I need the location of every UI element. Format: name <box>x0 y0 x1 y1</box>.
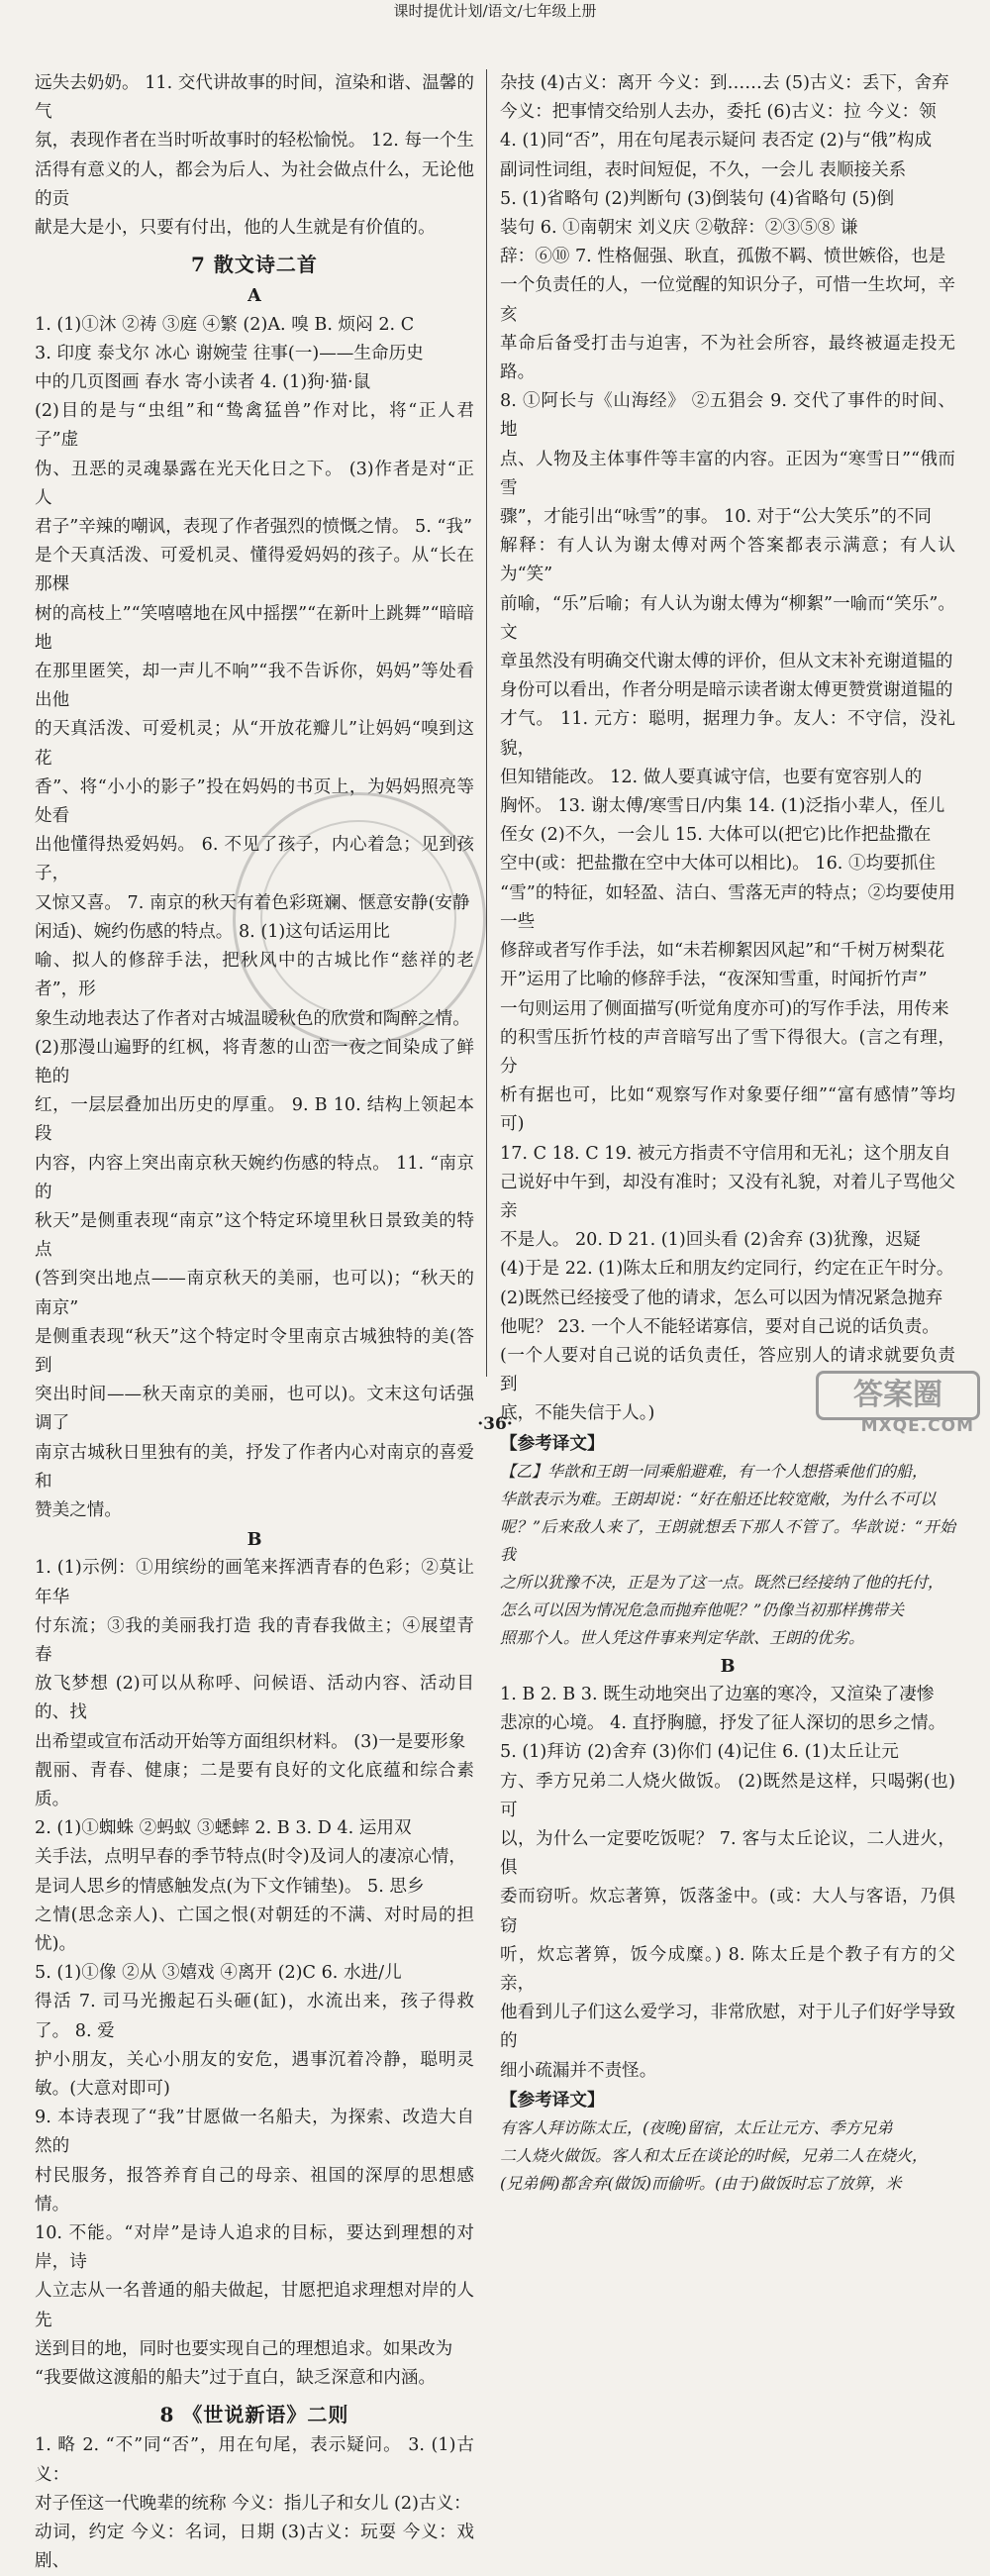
text-line: 出希望或宣布活动开始等方面组织材料。 (3)一是要形象 <box>35 1731 466 1752</box>
text-line: 献是大是小，只要有付出，他的人生就是有价值的。 <box>35 218 436 239</box>
left-column <box>35 69 474 2576</box>
text-line: 二人烧火做饭。客人和太丘在谈论的时候，兄弟二人在烧火， <box>500 2146 929 2165</box>
text-line: 胸怀。 13. 谢太傅/寒雪日/内集 14. (1)泛指小辈人，侄儿 <box>500 796 945 817</box>
text-line: 华歆表示为难。王朗却说：“好在船还比较宽敞，为什么不可以 <box>500 1489 937 1508</box>
text-line: 之情(思念亲人)、亡国之恨(对朝廷的不满、对时局的担忧)。 <box>35 1905 474 1954</box>
text-line: 是侧重表现“秋天”这个特定时令里南京古城独特的美(答到 <box>35 1326 474 1376</box>
reference-translation-heading-2: 【参考译文】 <box>500 2089 605 2111</box>
text-line: 修辞或者写作手法，如“未若柳絮因风起”和“千树万树梨花 <box>500 941 945 962</box>
text-line: 今义：把事情交给别人去办，委托 (6)古义：拉 今义：领 <box>500 102 937 123</box>
text-line: 装句 6. ①南朝宋 刘义庆 ②敬辞：②③⑤⑧ 谦 <box>500 218 858 239</box>
text-line: 中的几页图画 春水 寄小读者 4. (1)狗·猫·鼠 <box>35 372 371 393</box>
text-line: 1. 略 2. “不”同“否”，用在句尾，表示疑问。 3. (1)古义： <box>35 2435 474 2485</box>
text-line: 一个负责任的人，一位觉醒的知识分子，可惜一生坎坷，辛亥 <box>500 275 955 325</box>
text-line: 是个天真活泼、可爱机灵、懂得爱妈妈的孩子。从“长在那棵 <box>35 546 474 595</box>
text-line: 秋天”是侧重表现“南京”这个特定环境里秋日景致美的特点 <box>35 1210 474 1261</box>
text-line: 送到目的地，同时也要实现自己的理想追求。如果改为 <box>35 2338 453 2359</box>
text-line: 空中(或：把盐撒在空中大体可以相比)。 16. ①均要抓住 <box>500 854 936 875</box>
logo-text: 答案圈 <box>816 1371 980 1420</box>
text-line: 照那个人。世人凭这件事来判定华歆、王朗的优劣。 <box>500 1627 865 1647</box>
text-line: 4. (1)同“否”，用在句尾表示疑问 表否定 (2)与“俄”构成 <box>500 131 933 152</box>
section-7-subheading-a: A <box>248 285 261 307</box>
page-number: ·36· <box>477 1414 513 1434</box>
text-line: (一个人要对自己说的话负责任，答应别人的请求就要负责到 <box>500 1345 955 1395</box>
text-line: 革命后备受打击与迫害，不为社会所容，最终被逼走投无路。 <box>500 333 955 383</box>
text-line: 细小疏漏并不责怪。 <box>500 2060 657 2081</box>
text-line: 呢？”后来敌人来了，王朗就想丢下那人不管了。华歆说：“开始我 <box>500 1516 955 1564</box>
text-line: 村民服务，报答养育自己的母亲、祖国的深厚的思想感情。 <box>35 2165 474 2215</box>
text-line: 1. B 2. B 3. 既生动地突出了边塞的寒冷，又渲染了凄惨 <box>500 1684 935 1704</box>
text-line: (答到突出地点——南京秋天的美丽，也可以)；“秋天的南京” <box>35 1269 474 1318</box>
section-7-b-answers <box>35 1554 474 2393</box>
text-line: 放飞梦想 (2)可以从称呼、问候语、活动内容、活动目的、找 <box>35 1674 474 1723</box>
text-line: 他看到儿子们这么爱学习，非常欣慰，对于儿子们好学导致的 <box>500 2003 955 2052</box>
text-line: 杂技 (4)古义：离开 今义：到……去 (5)古义：丢下，舍弃 <box>500 73 949 93</box>
text-line: “我要做这渡船的船夫”过于直白，缺乏深意和内涵。 <box>35 2368 437 2389</box>
text-line: 是词人思乡的情感触发点(为下文作铺垫)。 5. 思乡 <box>35 1876 425 1897</box>
text-line: 辞：⑥⑩ 7. 性格倔强、耿直，孤傲不羁、愤世嫉俗，也是 <box>500 247 946 267</box>
text-line: 开”运用了比喻的修辞手法，“夜深知雪重，时闻折竹声” <box>500 970 928 990</box>
text-line: 出他懂得热爱妈妈。 6. 不见了孩子，内心着急；见到孩子， <box>35 835 474 884</box>
text-line: (2)既然已经接受了他的请求，怎么可以因为情况紧急抛弃 <box>500 1288 943 1308</box>
text-line: 3. 印度 泰戈尔 冰心 谢婉莹 往事(一)——生命历史 <box>35 343 424 363</box>
text-line: 方、季方兄弟二人烧火做饭。 (2)既然是这样，只喝粥(也)可 <box>500 1771 955 1820</box>
text-line: 有客人拜访陈太丘，(夜晚)留宿，太丘让元方、季方兄弟 <box>500 2118 893 2137</box>
section-7-subheading-b: B <box>247 1529 262 1551</box>
column-divider <box>486 69 487 1377</box>
section-8-answers-continued <box>500 69 955 1429</box>
text-line: 活得有意义的人，都会为后人、为社会做点什么，无论他的贡 <box>35 159 474 209</box>
text-line: 人立志从一名普通的船夫做起，甘愿把追求理想对岸的人先 <box>35 2281 474 2330</box>
text-line: 南京古城秋日里独有的美，抒发了作者内心对南京的喜爱和 <box>35 1442 474 1492</box>
text-line: 侄女 (2)不久，一会儿 15. 大体可以(把它)比作把盐撒在 <box>500 825 932 846</box>
watermark-logo <box>807 1371 980 1440</box>
text-line: (2)目的是与“虫组”和“鸷禽猛兽”作对比，将“正人君子”虚 <box>35 401 474 451</box>
text-line: 己说好中午到，却没有准时；又没有礼貌，对着儿子骂他父亲 <box>500 1172 955 1221</box>
text-line: 副词性词组，表时间短促，不久，一会儿 表顺接关系 <box>500 159 907 180</box>
text-line: 不是人。 20. D 21. (1)回头看 (2)舍弃 (3)犹豫，迟疑 <box>500 1230 921 1251</box>
text-line: (兄弟俩)都舍弃(做饭)而偷听。(由于)做饭时忘了放箅，米 <box>500 2174 902 2193</box>
text-line: 底，不能失信于人。) <box>500 1403 655 1424</box>
text-line: 突出时间——秋天南京的美丽，也可以)。文末这句话强调了 <box>35 1385 474 1434</box>
text-line: 前喻，“乐”后喻；有人认为谢太傅为“柳絮”一喻而“笑乐”。文 <box>500 593 955 643</box>
text-line: 君子”辛辣的嘲讽，表现了作者强烈的愤慨之情。 5. “我” <box>35 517 473 538</box>
text-line: 付东流；③我的美丽我打造 我的青春我做主；④展望青春 <box>35 1615 474 1665</box>
text-line: 10. 不能。“对岸”是诗人追求的目标，要达到理想的对岸，诗 <box>35 2223 474 2273</box>
text-line: 5. (1)拜访 (2)舍弃 (3)你们 (4)记住 6. (1)太丘让元 <box>500 1742 899 1763</box>
section-8-b-answers <box>500 1681 955 2086</box>
text-line: 的积雪压折竹枝的声音暗写出了雪下得很大。(言之有理，分 <box>500 1027 955 1077</box>
text-line: 他呢？ 23. 一个人不能轻诺寡信，要对自己说的话负责。 <box>500 1316 940 1337</box>
text-line: 树的高枝上”“笑嘻嘻地在风中摇摆”“在新叶上跳舞”“暗暗地 <box>35 603 474 653</box>
section-8-title: 8 《世说新语》二则 <box>159 2403 349 2427</box>
text-line: 5. (1)①像 ②从 ③嬉戏 ④离开 (2)C 6. 水进/儿 <box>35 1963 402 1984</box>
text-line: 一句则运用了侧面描写(听觉角度亦可)的写作手法，用传来 <box>500 998 949 1019</box>
text-line: 伪、丑恶的灵魂暴露在光天化日之下。 (3)作者是对“正人 <box>35 459 474 508</box>
reference-translation-2 <box>500 2114 955 2198</box>
text-line: 闲适)、婉约伤感的特点。 8. (1)这句话运用比 <box>35 921 390 942</box>
text-line: 怎么可以因为情况危急而抛弃他呢？”仍像当初那样携带关 <box>500 1599 905 1619</box>
text-line: 以，为什么一定要吃饭呢？ 7. 客与太丘论议，二人进火，俱 <box>500 1828 955 1879</box>
text-line: 香”、将“小小的影子”投在妈妈的书页上，为妈妈照亮等处看 <box>35 776 474 827</box>
text-line: 之所以犹豫不决，正是为了这一点。既然已经接纳了他的托付， <box>500 1572 944 1592</box>
text-line: 听，炊忘著箅，饭今成糜。) 8. 陈太丘是个教子有方的父亲， <box>500 1944 955 1994</box>
text-line: (2)那漫山遍野的红枫，将青葱的山峦一夜之间染成了鲜艳的 <box>35 1037 474 1086</box>
text-line: 远失去奶奶。 11. 交代讲故事的时间，渲染和谐、温馨的气 <box>35 73 474 123</box>
text-line: 靓丽、青春、健康；二是要有良好的文化底蕴和综合素质。 <box>35 1760 474 1809</box>
text-line: 【乙】华歆和王朗一同乘船避难，有一个人想搭乘他们的船， <box>500 1461 929 1481</box>
text-line: 8. ①阿长与《山海经》 ②五猖会 9. 交代了事件的时间、地 <box>500 391 955 441</box>
text-line: 象生动地表达了作者对古城温暖秋色的欣赏和陶醉之情。 <box>35 1008 470 1029</box>
text-line: 对子侄这一代晚辈的统称 今义：指儿子和女儿 (2)古义： <box>35 2493 471 2514</box>
text-line: 但知错能改。 12. 做人要真诚守信，也要有宽容别人的 <box>500 767 923 787</box>
right-column <box>500 69 955 2198</box>
text-line: 析有据也可，比如“观察写作对象要仔细”“富有感情”等均可) <box>500 1085 955 1135</box>
text-line: “雪”的特征，如轻盈、洁白、雪落无声的特点；②均要使用一些 <box>500 882 955 932</box>
text-line: 1. (1)示例：①用缤纷的画笔来挥洒青春的色彩；②莫让年华 <box>35 1558 474 1607</box>
text-line: 悲凉的心境。 4. 直抒胸臆，抒发了征人深切的思乡之情。 <box>500 1713 946 1734</box>
text-line: 9. 本诗表现了“我”甘愿做一名船夫，为探索、改造大自然的 <box>35 2108 474 2157</box>
reference-translation-heading-1: 【参考译文】 <box>500 1432 605 1454</box>
text-line: 又惊又喜。 7. 南京的秋天有着色彩斑斓、惬意安静(安静 <box>35 892 470 913</box>
text-line: 氛，表现作者在当时听故事时的轻松愉悦。 12. 每一个生 <box>35 131 474 152</box>
section-7-title: 7 散文诗二首 <box>191 253 318 277</box>
text-line: 红，一层层叠加出历史的厚重。 9. B 10. 结构上领起本段 <box>35 1095 474 1145</box>
text-line: 5. (1)省略句 (2)判断句 (3)倒装句 (4)省略句 (5)倒 <box>500 188 895 209</box>
text-line: 关手法，点明早春的季节特点(时令)及词人的凄凉心情， <box>35 1847 466 1868</box>
text-line: 动词，约定 今义：名词，日期 (3)古义：玩耍 今义：戏剧、 <box>35 2523 474 2572</box>
text-line: 护小朋友，关心小朋友的安危，遇事沉着冷静，聪明灵敏。(大意对即可) <box>35 2049 474 2100</box>
text-line: 的天真活泼、可爱机灵；从“开放花瓣儿”让妈妈“嗅到这花 <box>35 719 474 769</box>
text-line: 1. (1)①沐 ②祷 ③庭 ④繁 (2)A. 嗅 B. 烦闷 2. C <box>35 314 415 335</box>
text-line: 才气。 11. 元方：聪明，据理力争。友人：不守信，没礼貌， <box>500 709 955 759</box>
text-line: 骤”，才能引出“咏雪”的事。 10. 对于“公大笑乐”的不同 <box>500 507 933 528</box>
logo-url: MXQE.COM <box>860 1416 974 1436</box>
section-8-subheading-b: B <box>720 1655 736 1677</box>
text-line: 17. C 18. C 19. 被元方指责不守信用和无礼；这个朋友自 <box>500 1143 951 1164</box>
text-line: 身份可以看出，作者分明是暗示读者谢太傅更赞赏谢道韫的 <box>500 680 953 701</box>
intro-paragraph <box>35 69 474 243</box>
text-line: 得活 7. 司马光搬起石头砸(缸)，水流出来，孩子得救了。 8. 爱 <box>35 1992 474 2041</box>
stamp-seal <box>233 792 486 1046</box>
reference-translation-1 <box>500 1458 955 1652</box>
text-line: 解释：有人认为谢太傅对两个答案都表示满意；有人认为“笑” <box>500 536 955 585</box>
text-line: 点、人物及主体事件等丰富的内容。正因为“寒雪日”“俄而雪 <box>500 449 955 498</box>
text-line: 章虽然没有明确交代谢太傅的评价，但从文末补充谢道韫的 <box>500 652 953 672</box>
text-line: 在那里匿笑，却一声儿不响”“我不告诉你，妈妈”等处看出他 <box>35 662 474 711</box>
text-line: 内容，内容上突出南京秋天婉约伤感的特点。 11. “南京的 <box>35 1153 474 1202</box>
text-line: 2. (1)①蜘蛛 ②蚂蚁 ③蟋蟀 2. B 3. D 4. 运用双 <box>35 1818 412 1839</box>
text-line: (4)于是 22. (1)陈太丘和朋友约定同行，约定在正午时分。 <box>500 1259 954 1280</box>
text-line: 喻、拟人的修辞手法，把秋风中的古城比作“慈祥的老者”，形 <box>35 951 474 1000</box>
footer-title: 课时提优计划/语文/七年级上册 <box>393 2 597 20</box>
section-8-answers <box>35 2431 474 2576</box>
text-line: 委而窃听。炊忘著箅，饭落釜中。(或：大人与客语，乃俱窃 <box>500 1887 955 1936</box>
text-line: 赞美之情。 <box>35 1499 122 1520</box>
